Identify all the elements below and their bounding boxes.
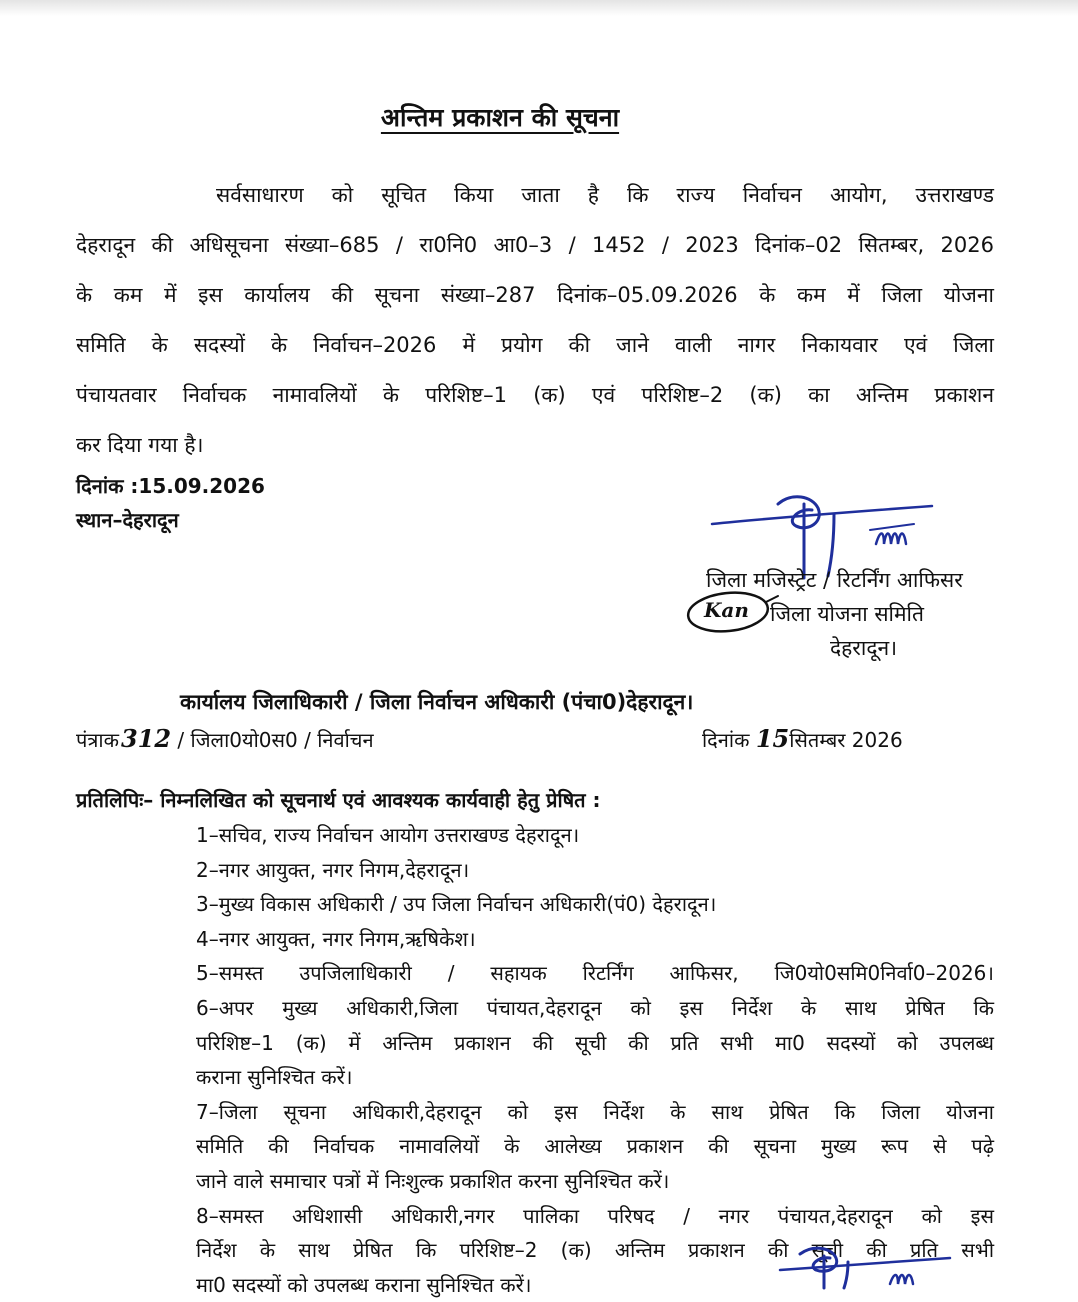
body-line: सर्वसाधारण को सूचित किया जाता है कि राज्य निर्वाचन आयोग, उत्तराखण्ड xyxy=(216,183,994,207)
body-line: कर दिया गया है। xyxy=(76,433,204,457)
copy-item-continued: जाने वाले समाचार पत्रों में निःशुल्क प्रकाशित करना सुनिश्चित करें। xyxy=(196,1168,670,1193)
letter-number: 312 xyxy=(120,724,172,753)
copy-item: 2–नगर आयुक्त, नगर निगम,देहरादून। xyxy=(196,857,470,882)
copy-item: 3–मुख्य विकास अधिकारी / उप जिला निर्वाचन अधिकारी(पं0) देहरादून। xyxy=(196,892,717,917)
notice-date: दिनांक :15.09.2026 xyxy=(76,474,265,498)
letter-reference xyxy=(76,724,374,753)
date-day: 15 xyxy=(755,724,790,753)
copy-item: 1–सचिव, राज्य निर्वाचन आयोग उत्तराखण्ड देहरादून। xyxy=(196,823,580,847)
copy-item: 8–समस्त अधिशासी अधिकारी,नगर पालिका परिषद / नगर पंचायत,देहरादून को इस xyxy=(196,1203,994,1228)
body-line: पंचायतवार निर्वाचक नामावलियों के परिशिष्ट–1 (क) एवं परिशिष्ट–2 (क) का अन्तिम प्रकाशन xyxy=(76,383,994,407)
copy-item-continued: कराना सुनिश्चित करें। xyxy=(196,1065,353,1090)
scan-top-shadow xyxy=(0,0,1078,16)
notice-title: अन्तिम प्रकाशन की सूचना xyxy=(380,103,620,132)
designation-line-3: देहरादून। xyxy=(830,636,898,660)
date-prefix: दिनांक xyxy=(702,728,750,752)
designation-line-2: जिला योजना समिति xyxy=(770,602,924,626)
copy-item: 7–जिला सूचना अधिकारी,देहरादून को इस निर्देश के साथ प्रेषित कि जिला योजना xyxy=(196,1099,994,1124)
body-line: के कम में इस कार्यालय की सूचना संख्या–287 दिनांक–05.09.2026 के कम में जिला योजना xyxy=(76,283,994,307)
copy-item-continued: मा0 सदस्यों को उपलब्ध कराना सुनिश्चित करें। xyxy=(196,1272,532,1297)
copy-item: 6–अपर मुख्य अधिकारी,जिला पंचायत,देहरादून को इस निर्देश के साथ प्रेषित कि xyxy=(196,995,994,1020)
copy-item-continued: समिति की निर्वाचक नामावलियों के आलेख्य प्रकाशन की सूचना मुख्य रूप से पढ़े xyxy=(196,1134,994,1159)
copy-item: 4–नगर आयुक्त, नगर निगम,ऋषिकेश। xyxy=(196,926,476,951)
copy-item: 5–समस्त उपजिलाधिकारी / सहायक रिटर्निंग आफिसर, जि0यो0समि0निर्वा0–2026। xyxy=(196,961,994,986)
body-line: समिति के सदस्यों के निर्वाचन–2026 में प्रयोग की जाने वाली नागर निकायवार एवं जिला xyxy=(76,333,994,357)
letter-suffix: / जिला0यो0स0 / निर्वाचन xyxy=(177,728,374,752)
letter-date xyxy=(702,724,903,753)
notice-body xyxy=(76,170,994,470)
designation-line-1: जिला मजिस्ट्रेट / रिटर्निंग आफिसर xyxy=(706,568,963,592)
body-line: देहरादून की अधिसूचना संख्या–685 / रा0नि0 आ0–3 / 1452 / 2023 दिनांक–02 सितम्बर, 2026 xyxy=(76,233,994,257)
office-heading: कार्यालय जिलाधिकारी / जिला निर्वाचन अधिकारी (पंचा0)देहरादून। xyxy=(180,690,694,714)
copy-item-continued: निर्देश के साथ प्रेषित कि परिशिष्ट–2 (क) अन्तिम प्रकाशन की सूची की प्रति सभी xyxy=(196,1238,994,1263)
copy-to-list xyxy=(196,818,994,1302)
notice-place: स्थान–देहरादून xyxy=(76,508,179,532)
bottom-signature xyxy=(780,1240,960,1288)
letter-prefix: पंत्राक xyxy=(76,728,119,752)
stamp-initials: Kan xyxy=(704,598,749,622)
date-suffix: सितम्बर 2026 xyxy=(789,728,903,752)
copy-item-continued: परिशिष्ट–1 (क) में अन्तिम प्रकाशन की सूची की प्रति सभी मा0 सदस्यों को उपलब्ध xyxy=(196,1030,994,1055)
copy-to-heading: प्रतिलिपिः– निम्नलिखित को सूचनार्थ एवं आवश्यक कार्यवाही हेतु प्रेषित : xyxy=(76,788,601,812)
